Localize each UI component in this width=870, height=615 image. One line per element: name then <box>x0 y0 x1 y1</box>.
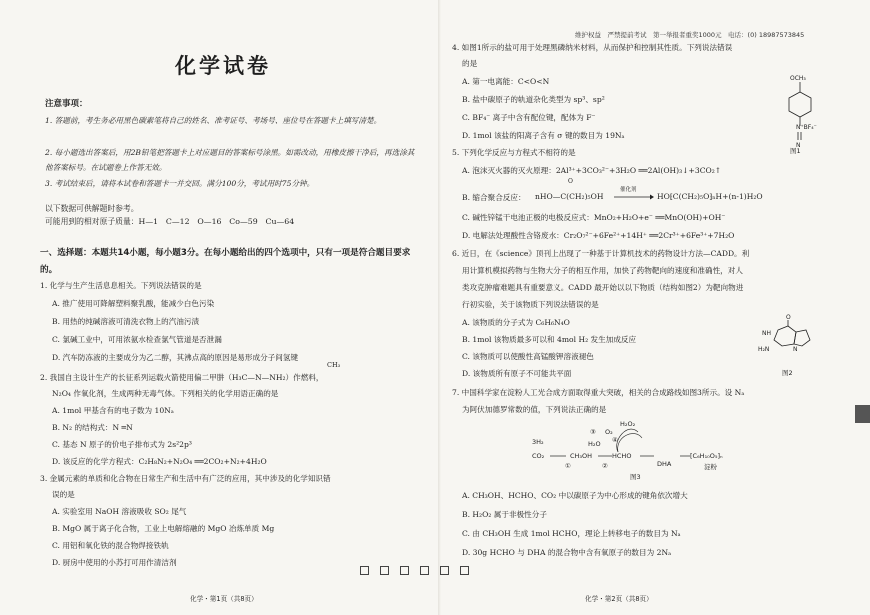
fig3-o2: O₂ <box>605 428 613 436</box>
fold-mark <box>400 566 409 575</box>
fig3-step-2: ② <box>602 462 608 470</box>
q7-option-b: B. H₂O₂ 属于非极性分子 <box>462 510 547 519</box>
q7-option-c: C. 由 CH₃OH 生成 1mol HCHO，理论上转移电子的数目为 Nₐ <box>462 529 681 538</box>
footer-right: 化学・第2页（共8页） <box>585 595 653 603</box>
fig2-nh: NH <box>762 330 771 337</box>
q2-option-b: B. N₂ 的结构式：N ═N <box>52 423 133 432</box>
exam-title: 化学试卷 <box>175 54 271 78</box>
q6-stem-line2: 用计算机模拟药物与生物大分子的相互作用，加快了药物靶向的速度和准确性，对人 <box>462 266 743 275</box>
notes-heading: 注意事项： <box>45 99 88 109</box>
q4-option-b: B. 盐中碳原子的轨道杂化类型为 sp³、sp² <box>462 95 605 104</box>
fig3-h2: 3H₂ <box>532 438 544 446</box>
fig2-n: N <box>793 346 798 353</box>
data-intro: 以下数据可供解题时参考。 <box>45 204 139 213</box>
q6-option-a: A. 该物质的分子式为 C₆H₆N₄O <box>462 318 570 327</box>
fold-mark <box>440 566 449 575</box>
fig3-co2: CO₂ <box>532 452 545 460</box>
q5-option-b-prefix: B. 缩合聚合反应： <box>462 193 526 202</box>
q7-option-a: A. CH₃OH、HCHO、CO₂ 中以碳原子为中心形成的键角依次增大 <box>462 491 688 500</box>
q1-option-b: B. 用热的纯碱溶液可清洗衣物上的汽油污渍 <box>52 317 200 326</box>
fig1-och3: OCH₃ <box>790 75 806 82</box>
page-fold <box>438 0 441 615</box>
q7-option-d: D. 30g HCHO 与 DHA 的混合物中含有氧原子的数目为 2Nₐ <box>462 548 672 557</box>
q5-b-reactant: nHO—C(CH₂)₅OH <box>535 192 604 201</box>
q4-stem-line1: 4. 如图1所示的盐可用于处理黑磷纳米材料，从而保护和控制其性质。下列说法错误 <box>452 43 733 52</box>
note-1: 1. 答题前，考生务必用黑色碳素笔将自己的姓名、准考证号、考场号、座位号在答题卡上填写清楚。 <box>45 116 382 125</box>
fig1-n: N <box>796 142 801 149</box>
q5-option-c: C. 碱性锌锰干电池正极的电极反应式：MnO₂+H₂O+e⁻ ══MnO(OH)+OH⁻ <box>462 213 726 222</box>
fold-mark <box>360 566 369 575</box>
fig3-starch: [C₆H₁₀O₅]ₙ <box>690 452 723 460</box>
q1-stem: 1. 化学与生产生活息息相关。下列说法错误的是 <box>40 281 202 290</box>
fold-mark <box>420 566 429 575</box>
q5-b-oxygen: O <box>568 178 573 185</box>
fig3-step-1: ① <box>565 462 571 470</box>
q1-option-a: A. 推广使用可降解塑料聚乳酸，能减少白色污染 <box>52 299 215 308</box>
fig2-h2n: H₂N <box>758 346 770 353</box>
q2-option-c: C. 基态 N 原子的价电子排布式为 2s²2p³ <box>52 440 192 449</box>
q3-stem-line1: 3. 金属元素的单质和化合物在日常生产和生活中有广泛的应用，其中涉及的化学知识错 <box>40 474 331 483</box>
q6-option-c: C. 该物质可以使酸性高锰酸钾溶液褪色 <box>462 352 594 361</box>
q2-stem-line1: 2. 我国自主设计生产的长征系列运载火箭使用偏二甲肼（H₃C—N—NH₂）作燃料， <box>40 373 324 382</box>
note-3: 3. 考试结束后，请将本试卷和答题卡一并交回。满分100分，考试用时75分钟。 <box>45 179 315 188</box>
q1-option-c: C. 氯碱工业中，可用浓氨水检查氯气管道是否泄漏 <box>52 335 222 344</box>
fig2-o: O <box>786 314 791 321</box>
q4-option-a: A. 第一电离能：C<O<N <box>462 77 550 86</box>
section-title: 一、选择题：本题共14小题，每小题3分。在每小题给出的四个选项中，只有一项是符合题目要求的。 <box>40 248 411 275</box>
fig3-hcho: HCHO <box>612 452 632 460</box>
q6-option-d: D. 该物质所有原子不可能共平面 <box>462 369 572 378</box>
q2-methyl-label: CH₃ <box>327 361 341 369</box>
footer-left: 化学・第1页（共8页） <box>190 595 258 603</box>
q3-option-d: D. 厨房中使用的小苏打可用作清洁剂 <box>52 558 177 567</box>
fold-mark <box>380 566 389 575</box>
q3-stem-line2: 误的是 <box>52 490 75 499</box>
anti-fraud-header: 维护权益 严禁提前考试 第一举报者重奖1000元 电话：(0) 18987573845 <box>575 31 805 39</box>
figure-1-structure <box>770 72 830 147</box>
figure-3-label: 图3 <box>630 473 641 481</box>
q5-b-catalyst: 催化剂 <box>620 187 637 193</box>
atomic-masses: 可能用到的相对原子质量：H—1 C—12 O—16 Co—59 Cu—64 <box>45 217 295 226</box>
q5-b-product: HO⁅C(CH₂)₅O⁆ₙH+(n-1)H₂O <box>657 192 763 201</box>
fig1-n-bf4: N⁺BF₄⁻ <box>796 124 817 131</box>
note-2: 2. 每小题选出答案后，用2B铅笔把答题卡上对应题目的答案标号涂黑。如需改动，用橡皮擦干净后，再选涂其他答案标号。在试题卷上作答无效。 <box>45 148 415 172</box>
fig3-h2o: H₂O <box>588 440 601 448</box>
fig3-step-3: ③ <box>590 428 596 436</box>
fig3-h2o2: H₂O₂ <box>620 420 636 428</box>
q1-option-d: D. 汽车防冻液的主要成分为乙二醇，其沸点高的原因是易形成分子间氢键 <box>52 353 299 362</box>
q5-option-d: D. 电解法处理酸性含铬废水：Cr₂O₇²⁻+6Fe²⁺+14H⁺ ══2Cr³⁺+6Fe³⁺+7H₂O <box>462 231 735 240</box>
q6-stem-line4: 行初实验，关于该物质下列说法错误的是 <box>462 300 599 309</box>
q5-stem: 5. 下列化学反应与方程式不相符的是 <box>452 148 576 157</box>
q2-stem-line2: N₂O₄ 作氧化剂，生成两种无毒气体。下列相关的化学用语正确的是 <box>52 389 279 398</box>
q5-b-arrow <box>614 194 654 200</box>
q2-option-d: D. 该反应的化学方程式：C₂H₈N₂+N₂O₄ ══2CO₂+N₂+4H₂O <box>52 457 267 466</box>
figure-2-label: 图2 <box>782 369 793 377</box>
q4-option-d: D. 1mol 该盐的阳离子含有 σ 键的数目为 19Nₐ <box>462 131 625 140</box>
q7-stem-line2: 为阿伏加德罗常数的值，下列说法正确的是 <box>462 405 607 414</box>
q7-stem-line1: 7. 中国科学家在淀粉人工光合成方面取得重大突破，相关的合成路线如图3所示。设 Nₐ <box>452 388 745 397</box>
fig3-starch-label: 淀粉 <box>704 463 717 471</box>
q6-stem-line1: 6. 近日，在《science》顶刊上出现了一种基于计算机技术的药物设计方法—CADD。利 <box>452 249 750 258</box>
q5-option-a: A. 泡沫灭火器的灭火原理：2Al³⁺+3CO₃²⁻+3H₂O ══2Al(OH)₃↓+3CO₂↑ <box>462 166 722 175</box>
fold-mark <box>460 566 469 575</box>
q6-stem-line3: 类攻克肿瘤难题具有重要意义。CADD 最开始以以下物质（结构如图2）为靶向物进 <box>462 283 744 292</box>
side-tab-marker <box>855 405 870 423</box>
q3-option-a: A. 实验室用 NaOH 溶液吸收 SO₂ 尾气 <box>52 507 187 516</box>
q4-option-c: C. BF₄⁻ 离子中含有配位键，配体为 F⁻ <box>462 113 596 122</box>
q3-option-b: B. MgO 属于离子化合物，工业上电解熔融的 MgO 冶炼单质 Mg <box>52 524 275 533</box>
figure-2-structure <box>760 318 820 363</box>
fig3-ch3oh: CH₃OH <box>570 452 593 460</box>
fig3-dha: DHA <box>657 460 672 468</box>
q6-option-b: B. 1mol 该物质最多可以和 4mol H₂ 发生加成反应 <box>462 335 637 344</box>
q2-option-a: A. 1mol 甲基含有的电子数为 10Nₐ <box>52 406 174 415</box>
q4-stem-line2: 的是 <box>462 59 478 68</box>
figure-1-label: 图1 <box>790 147 801 155</box>
q3-option-c: C. 用铝和氧化铁的混合物焊接铁轨 <box>52 541 169 550</box>
fold-marks <box>360 566 469 575</box>
fig3-step-4: ④ <box>612 436 618 444</box>
